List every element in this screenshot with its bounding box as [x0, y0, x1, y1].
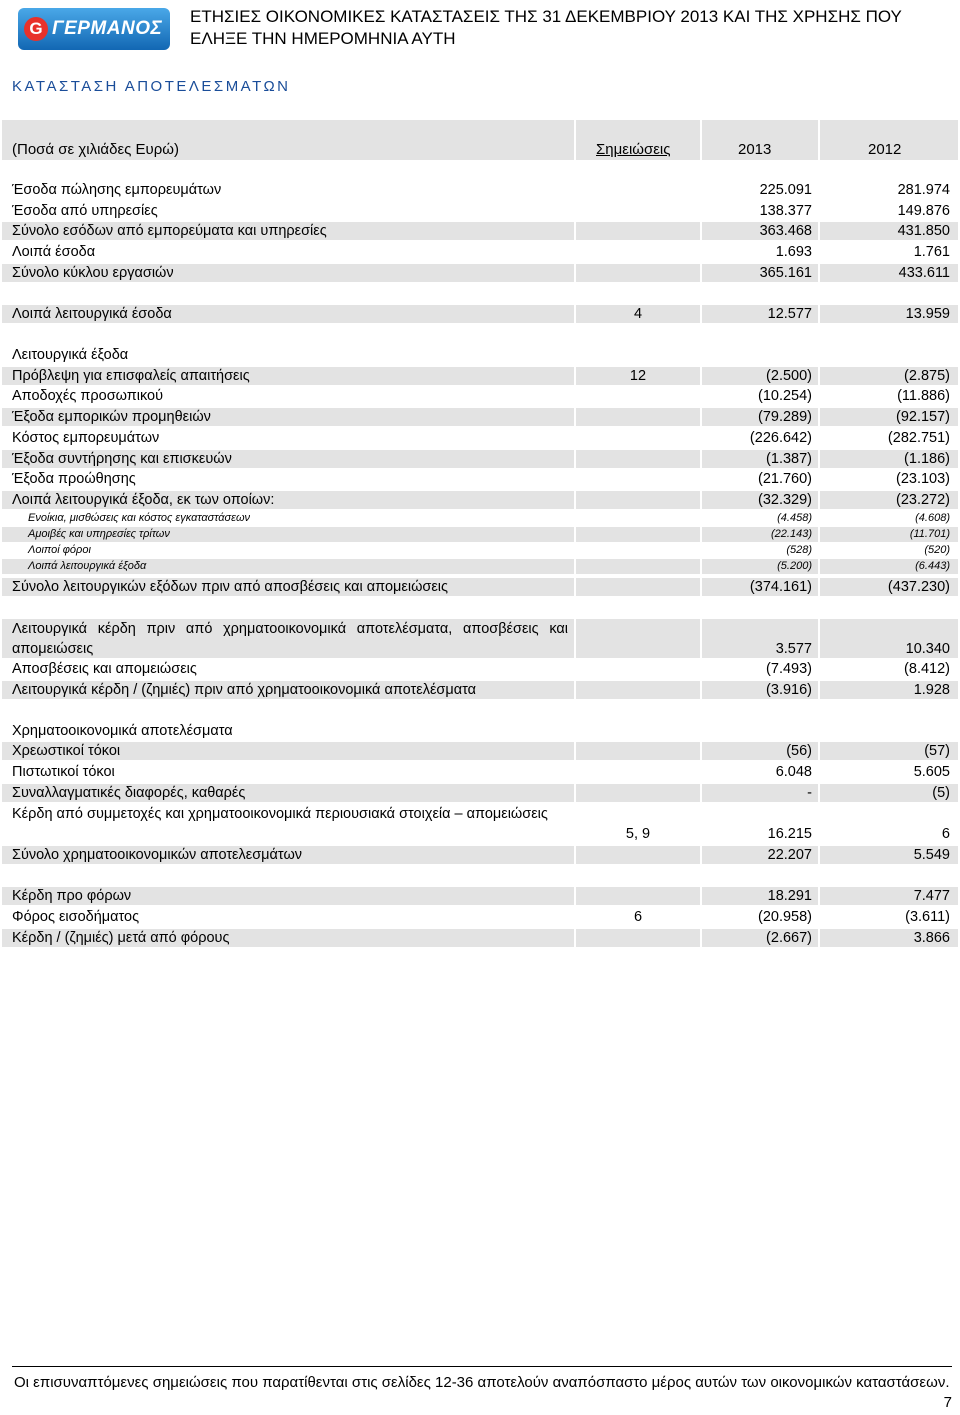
row-value-2012: 149.876: [897, 203, 950, 219]
table-row: [2, 387, 958, 405]
table-row: [2, 578, 958, 596]
table-row: [2, 722, 958, 740]
row-value-2013: 138.377: [759, 203, 812, 219]
row-note: 5, 9: [625, 826, 651, 842]
document-title: [190, 6, 950, 50]
table-row: [2, 804, 958, 843]
table-row: [2, 429, 958, 447]
row-value-2013: 225.091: [759, 182, 812, 198]
row-note: [576, 929, 700, 947]
row-value-2013: (2.667): [702, 929, 818, 947]
row-note: [576, 511, 700, 526]
row-value-2012: (437.230): [820, 578, 958, 596]
row-label: Αποσβέσεις και απομειώσεις: [12, 661, 197, 677]
row-value-2013: 363.468: [702, 222, 818, 240]
row-value-2012: 433.611: [820, 264, 958, 282]
row-note: 12: [576, 367, 700, 385]
table-row: [2, 681, 958, 699]
row-value-2012: 10.340: [820, 619, 958, 658]
page-number: 7: [943, 1394, 952, 1411]
row-label: Έξοδα εμπορικών προμηθειών: [2, 408, 574, 426]
row-label: Λοιπά έσοδα: [12, 244, 96, 260]
row-note: [576, 619, 700, 658]
table-row: [2, 202, 958, 220]
row-value-2012: (23.272): [820, 491, 958, 509]
table-row: [2, 264, 958, 282]
row-label: Σύνολο λειτουργικών εξόδων πριν από αποσβέσεις και απομειώσεις: [2, 578, 574, 596]
row-label: Χρηματοοικονομικά αποτελέσματα: [12, 723, 233, 739]
row-value-2013: 365.161: [702, 264, 818, 282]
logo-text: ΓΕΡΜΑΝΟΣ: [52, 18, 163, 39]
row-label: Λοιπά λειτουργικά έσοδα: [2, 305, 574, 323]
row-label: Πρόβλεψη για επισφαλείς απαιτήσεις: [2, 367, 574, 385]
row-note: [576, 846, 700, 864]
table-row: [2, 408, 958, 426]
row-value-2013: 6.048: [775, 764, 812, 780]
row-value-2013: (32.329): [702, 491, 818, 509]
row-value-2013: (226.642): [749, 430, 812, 446]
row-value-2012: (57): [820, 742, 958, 760]
row-value-2013: (7.493): [766, 661, 812, 677]
row-label: Λοιπά λειτουργικά έξοδα: [2, 559, 574, 574]
row-note: [576, 387, 700, 405]
row-label: Αποδοχές προσωπικού: [12, 388, 164, 404]
table-row: [2, 527, 958, 542]
section-title: ΚΑΤΑΣΤΑΣΗ ΑΠΟΤΕΛΕΣΜΑΤΩΝ: [12, 78, 291, 95]
row-value-2013: (79.289): [702, 408, 818, 426]
row-label: Πιστωτικοί τόκοι: [12, 764, 115, 780]
row-label: Λοιπά λειτουργικά έξοδα, εκ των οποίων:: [2, 491, 574, 509]
document-title-line2: ΕΛΗΞΕ ΤΗΝ ΗΜΕΡΟΜΗΝΙΑ ΑΥΤΗ: [190, 29, 456, 48]
row-note: [576, 543, 700, 558]
table-row: [2, 511, 958, 526]
row-value-2012: 281.974: [897, 182, 950, 198]
table-row: [2, 929, 958, 947]
row-note: [576, 470, 700, 488]
header-year-2012: 2012: [868, 141, 902, 158]
row-label: Ενοίκια, μισθώσεις και κόστος εγκαταστάσεων: [28, 512, 251, 524]
header-separator: [700, 120, 702, 160]
row-value-2012: 3.866: [820, 929, 958, 947]
row-value-2012: 6: [941, 826, 950, 842]
row-value-2013: 22.207: [702, 846, 818, 864]
row-note: [576, 346, 700, 364]
table-row: [2, 491, 958, 509]
row-value-2012: [820, 346, 958, 364]
row-value-2013: (22.143): [702, 527, 818, 542]
row-label: Λειτουργικά κέρδη / (ζημιές) πριν από χρηματοοικονομικά αποτελέσματα: [2, 681, 574, 699]
row-value-2012: (8.412): [904, 661, 950, 677]
table-row: [2, 887, 958, 905]
row-label: Λειτουργικά έξοδα: [12, 347, 129, 363]
row-value-2013: [702, 346, 818, 364]
table-row: [2, 619, 958, 658]
table-row: [2, 305, 958, 323]
row-value-2013: (374.161): [702, 578, 818, 596]
row-note: [576, 578, 700, 596]
row-note: [576, 681, 700, 699]
row-value-2012: (92.157): [820, 408, 958, 426]
header-notes: Σημειώσεις: [596, 141, 671, 158]
row-note: [576, 527, 700, 542]
row-value-2012: 1.928: [820, 681, 958, 699]
header-year-2013: 2013: [738, 141, 772, 158]
table-row: [2, 846, 958, 864]
header-separator: [818, 120, 820, 160]
row-value-2012: [820, 722, 958, 740]
table-row: [2, 181, 958, 199]
row-note: [576, 450, 700, 468]
row-value-2012: (4.608): [915, 512, 950, 524]
footer-note: Οι επισυναπτόμενες σημειώσεις που παρατίθενται στις σελίδες 12-36 αποτελούν αναπόσπαστο μέρος αυτών των οικονομικών καταστάσεων.: [14, 1374, 950, 1391]
row-value-2012: (5): [820, 784, 958, 802]
row-value-2013: 1.693: [775, 244, 812, 260]
document-title-line1: ΕΤΗΣΙΕΣ ΟΙΚΟΝΟΜΙΚΕΣ ΚΑΤΑΣΤΑΣΕΙΣ ΤΗΣ 31 ΔΕΚΕΜΒΡΙΟΥ 2013 ΚΑΙ ΤΗΣ ΧΡΗΣΗΣ ΠΟΥ: [190, 7, 902, 26]
table-row: [2, 742, 958, 760]
table-row: [2, 243, 958, 261]
row-note: [576, 887, 700, 905]
row-label: Σύνολο εσόδων από εμπορεύματα και υπηρεσίες: [2, 222, 574, 240]
table-header: [2, 120, 958, 160]
row-label: Κέρδη από συμμετοχές και χρηματοοικονομικά περιουσιακά στοιχεία – απομειώσεις: [12, 806, 548, 822]
row-label: Σύνολο κύκλου εργασιών: [2, 264, 574, 282]
table-row: [2, 559, 958, 574]
row-value-2012: 1.761: [913, 244, 950, 260]
row-note: [576, 660, 700, 678]
table-row: [2, 908, 958, 926]
row-value-2012: (282.751): [887, 430, 950, 446]
table-row: [2, 660, 958, 678]
row-value-2012: (6.443): [820, 559, 958, 574]
row-value-2013: 12.577: [702, 305, 818, 323]
row-note: [576, 264, 700, 282]
row-value-2013: (528): [786, 544, 812, 556]
row-note: [576, 408, 700, 426]
row-note: [576, 243, 700, 261]
row-note: [576, 202, 700, 220]
row-value-2012: (2.875): [820, 367, 958, 385]
row-value-2013: (4.458): [777, 512, 812, 524]
logo-mark: G: [24, 17, 48, 41]
row-label: Λοιποί φόροι: [28, 544, 91, 556]
table-row: [2, 543, 958, 558]
company-logo: [18, 8, 170, 50]
row-label: Κέρδη / (ζημιές) μετά από φόρους: [2, 929, 574, 947]
row-value-2013: (3.916): [702, 681, 818, 699]
row-value-2012: (11.701): [820, 527, 958, 542]
row-note: 4: [576, 305, 700, 323]
row-value-2012: 431.850: [820, 222, 958, 240]
row-label: Κέρδη προ φόρων: [2, 887, 574, 905]
table-row: [2, 222, 958, 240]
row-label: Σύνολο χρηματοοικονομικών αποτελεσμάτων: [2, 846, 574, 864]
row-label: Έσοδα πώλησης εμπορευμάτων: [12, 182, 222, 198]
row-note: 6: [633, 909, 643, 925]
row-label: Συναλλαγματικές διαφορές, καθαρές: [2, 784, 574, 802]
table-row: [2, 470, 958, 488]
row-value-2012: (1.186): [820, 450, 958, 468]
row-value-2013: [702, 722, 818, 740]
row-value-2012: 13.959: [820, 305, 958, 323]
row-value-2012: 7.477: [820, 887, 958, 905]
row-label: Κόστος εμπορευμάτων: [12, 430, 160, 446]
row-note: [576, 784, 700, 802]
table-row: [2, 450, 958, 468]
row-value-2013: (2.500): [702, 367, 818, 385]
row-note: [576, 763, 700, 781]
row-label: Φόρος εισοδήματος: [12, 909, 140, 925]
row-value-2013: -: [702, 784, 818, 802]
row-note: [576, 742, 700, 760]
row-value-2012: (11.886): [897, 388, 950, 404]
row-note: [576, 722, 700, 740]
row-value-2013: (21.760): [757, 471, 812, 487]
row-value-2012: (3.611): [905, 909, 950, 925]
row-value-2012: 5.605: [913, 764, 950, 780]
row-note: [576, 222, 700, 240]
row-label: Αμοιβές και υπηρεσίες τρίτων: [2, 527, 574, 542]
row-note: [576, 181, 700, 199]
row-value-2013: (5.200): [702, 559, 818, 574]
row-value-2013: 3.577: [702, 619, 818, 658]
table-row: [2, 346, 958, 364]
table-row: [2, 784, 958, 802]
row-value-2013: (1.387): [702, 450, 818, 468]
row-label: Λειτουργικά κέρδη πριν από χρηματοοικονομικά αποτελέσματα, αποσβέσεις και απομειώσεις: [2, 619, 574, 658]
row-note: [576, 491, 700, 509]
row-value-2012: (23.103): [895, 471, 950, 487]
row-value-2013: 18.291: [702, 887, 818, 905]
row-value-2013: 16.215: [767, 826, 812, 842]
row-note: [576, 559, 700, 574]
row-label: Έξοδα προώθησης: [12, 471, 136, 487]
row-label: Έξοδα συντήρησης και επισκευών: [2, 450, 574, 468]
row-value-2013: (56): [702, 742, 818, 760]
footer-divider: [12, 1366, 952, 1367]
row-label: Έσοδα από υπηρεσίες: [12, 203, 158, 219]
header-unit: (Ποσά σε χιλιάδες Ευρώ): [12, 141, 179, 158]
row-value-2013: (20.958): [757, 909, 812, 925]
row-value-2012: (520): [924, 544, 950, 556]
table-row: [2, 763, 958, 781]
header-separator: [574, 120, 576, 160]
table-row: [2, 367, 958, 385]
row-value-2012: 5.549: [820, 846, 958, 864]
row-value-2013: (10.254): [757, 388, 812, 404]
row-note: [576, 429, 700, 447]
row-label: Χρεωστικοί τόκοι: [2, 742, 574, 760]
